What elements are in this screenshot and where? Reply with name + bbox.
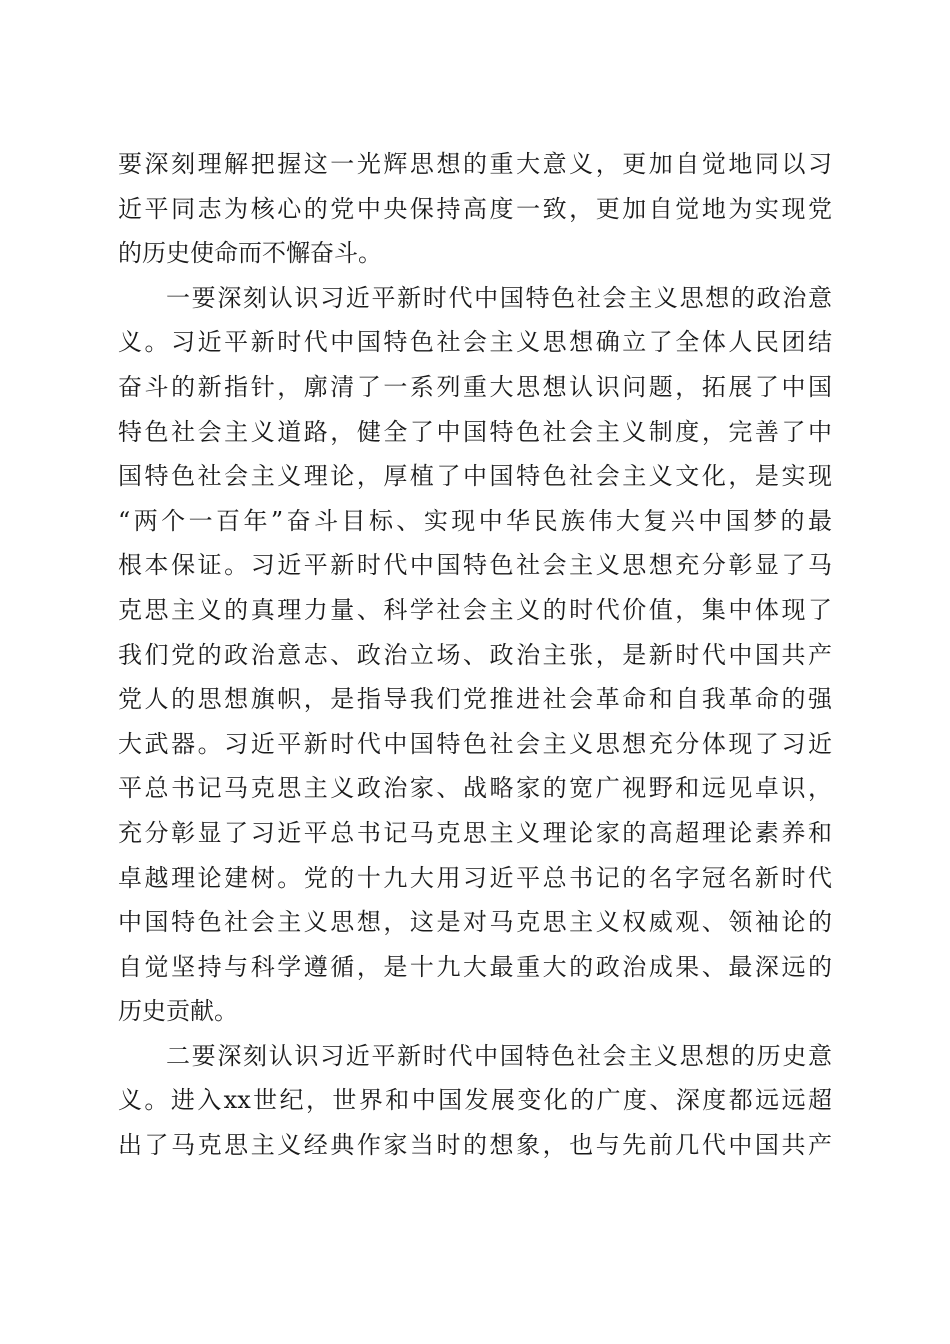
text-line: 义。进入xx世纪，世界和中国发展变化的广度、深度都远远超 bbox=[118, 1086, 832, 1115]
text-line: 历史贡献。 bbox=[118, 997, 238, 1026]
text-line: 特色社会主义道路，健全了中国特色社会主义制度，完善了中 bbox=[118, 417, 832, 446]
text-line: 国特色社会主义理论，厚植了中国特色社会主义文化，是实现 bbox=[118, 462, 832, 491]
text-line: 卓越理论建树。党的十九大用习近平总书记的名字冠名新时代 bbox=[118, 863, 832, 892]
text-line: 克思主义的真理力量、科学社会主义的时代价值，集中体现了 bbox=[118, 595, 832, 624]
text-line: 大武器。习近平新时代中国特色社会主义思想充分体现了习近 bbox=[118, 729, 832, 758]
text-line: 义。习近平新时代中国特色社会主义思想确立了全体人民团结 bbox=[118, 328, 832, 357]
body-text bbox=[118, 142, 832, 1168]
text-line: 充分彰显了习近平总书记马克思主义理论家的高超理论素养和 bbox=[118, 818, 832, 847]
text-line: 近平同志为核心的党中央保持高度一致，更加自觉地为实现党 bbox=[118, 194, 832, 223]
text-line: 要深刻理解把握这一光辉思想的重大意义，更加自觉地同以习 bbox=[118, 150, 832, 178]
text-line: 的历史使命而不懈奋斗。 bbox=[118, 239, 382, 268]
text-line: 我们党的政治意志、政治立场、政治主张，是新时代中国共产 bbox=[118, 640, 832, 669]
text-line: 根本保证。习近平新时代中国特色社会主义思想充分彰显了马 bbox=[118, 551, 832, 580]
text-line: 平总书记马克思主义政治家、战略家的宽广视野和远见卓识， bbox=[118, 774, 832, 803]
text-line: 出了马克思主义经典作家当时的想象，也与先前几代中国共产 bbox=[118, 1131, 832, 1160]
paragraph-start-line: 一要深刻认识习近平新时代中国特色社会主义思想的政治意 bbox=[166, 283, 832, 312]
text-line: “两个一百年”奋斗目标、实现中华民族伟大复兴中国梦的最 bbox=[118, 506, 832, 535]
text-line: 奋斗的新指针，廓清了一系列重大思想认识问题，拓展了中国 bbox=[118, 372, 832, 401]
text-line: 自觉坚持与科学遵循，是十九大最重大的政治成果、最深远的 bbox=[118, 952, 832, 981]
paragraph-start-line: 二要深刻认识习近平新时代中国特色社会主义思想的历史意 bbox=[166, 1041, 832, 1070]
text-line: 中国特色社会主义思想，这是对马克思主义权威观、领袖论的 bbox=[118, 908, 832, 937]
text-line: 党人的思想旗帜，是指导我们党推进社会革命和自我革命的强 bbox=[118, 685, 832, 714]
